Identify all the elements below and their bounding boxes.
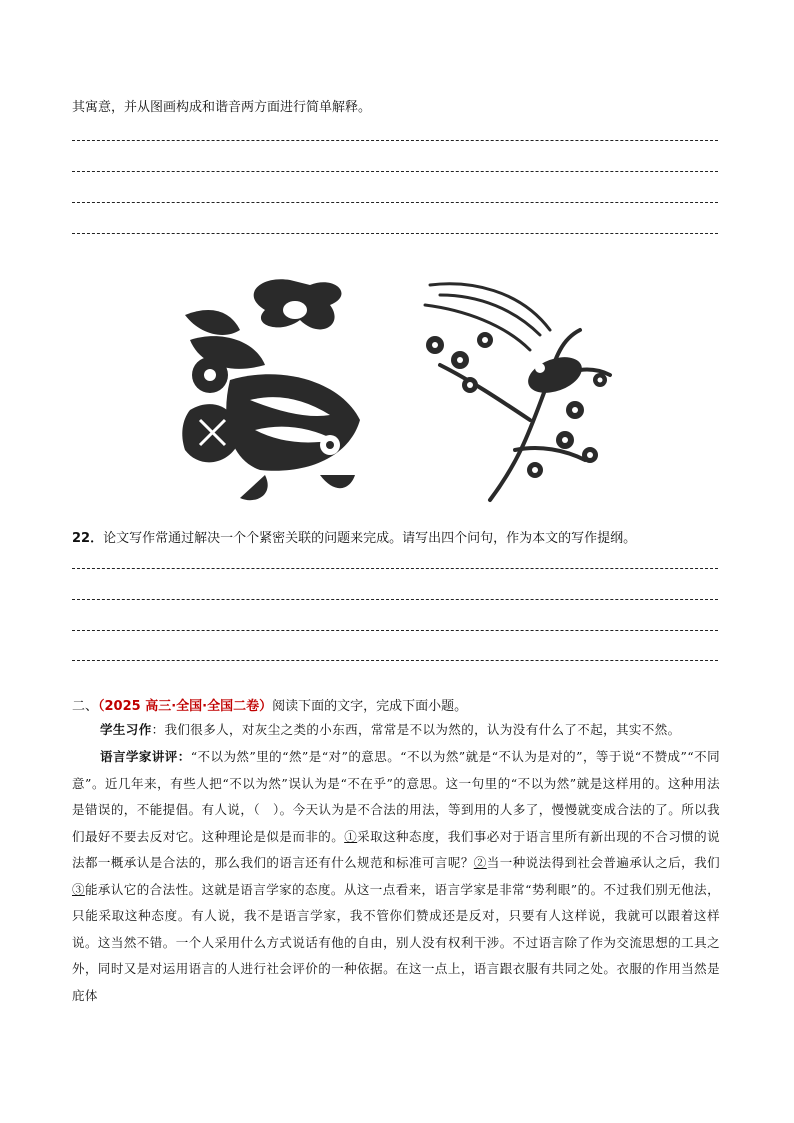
blank-3[interactable]: ③ xyxy=(72,881,85,897)
expert-commentary xyxy=(72,744,720,1009)
commentary-part-4: 能承认它的合法性。这就是语言学家的态度。从这一点看来，语言学家是非常“势利眼”的。不过我们别无他法，只能采取这种态度。有人说，我不是语言学家，我不管你们赞成还是反对，只要有人这样说，我就可以跟着这样说。这当然不错。一个人采用什么方式说话有他的自由，别人没有权利干涉。不过语言除了作为交流思想的工具之外，同时又是对运用语言的人进行社会评价的一种依据。在这一点上，语言跟衣服有共同之处。衣服的作用当然是庇体 xyxy=(72,881,720,1003)
student-label: 学生习作 xyxy=(100,722,152,737)
answer-line[interactable] xyxy=(72,630,718,631)
section-instruction: 阅读下面的文字，完成下面小题。 xyxy=(272,699,468,714)
answer-line[interactable] xyxy=(72,233,718,234)
commentary-part-2: 采取这种态度，我们事必对于语言里所有新出现的不合习惯的说法都一概承认是合法的，那么我们的语言还有什么规范和标准可言呢？ xyxy=(72,828,721,870)
paper-cut-images xyxy=(170,270,624,513)
blank-1[interactable]: ① xyxy=(344,828,358,844)
answer-line[interactable] xyxy=(72,660,718,661)
question-21-tail: 其寓意，并从图画构成和谐音两方面进行简单解释。 xyxy=(72,100,372,115)
bird-plum-paper-cut xyxy=(425,284,610,500)
question-number: 22． xyxy=(72,531,104,546)
expert-label: 语言学家讲评： xyxy=(100,749,191,764)
answer-line[interactable] xyxy=(72,599,718,600)
section-prefix: 二、 xyxy=(72,699,99,714)
answer-line[interactable] xyxy=(72,171,718,172)
answer-line[interactable] xyxy=(72,568,718,569)
commentary-part-3: 当一种说法得到社会普遍承认之后，我们 xyxy=(486,855,721,870)
student-text: ：我们很多人，对灰尘之类的小东西，常常是不以为然的，认为没有什么了不起，其实不然。 xyxy=(151,722,681,737)
answer-line[interactable] xyxy=(72,202,718,203)
student-essay xyxy=(72,717,720,744)
fish-lotus-paper-cut xyxy=(182,279,360,500)
question-22 xyxy=(72,527,636,546)
answer-line[interactable] xyxy=(72,140,718,141)
blank-2[interactable]: ② xyxy=(473,855,487,870)
commentary-part-1: “不以为然”里的“然”是“对”的意思。“不以为然”就是“不认为是对的”，等于说“不赞成”“不同意”。近几年来，有些人把“不以为然”误认为是“不在乎”的意思。这一句里的“不以为然”就是这样用的。这种用法是错误的，不能提倡。有人说，（ ）。今天认为是不合法的用法，等到用的人多了，慢慢就变成合法的了。所以我们最好不要去反对它。这种理论是似是而非的。 xyxy=(72,749,720,844)
section-heading xyxy=(72,695,467,714)
source-tag: （2025 高三·全国·全国二卷） xyxy=(98,699,273,714)
question-text: 论文写作常通过解决一个个紧密关联的问题来完成。请写出四个问句，作为本文的写作提纲。 xyxy=(103,531,637,546)
